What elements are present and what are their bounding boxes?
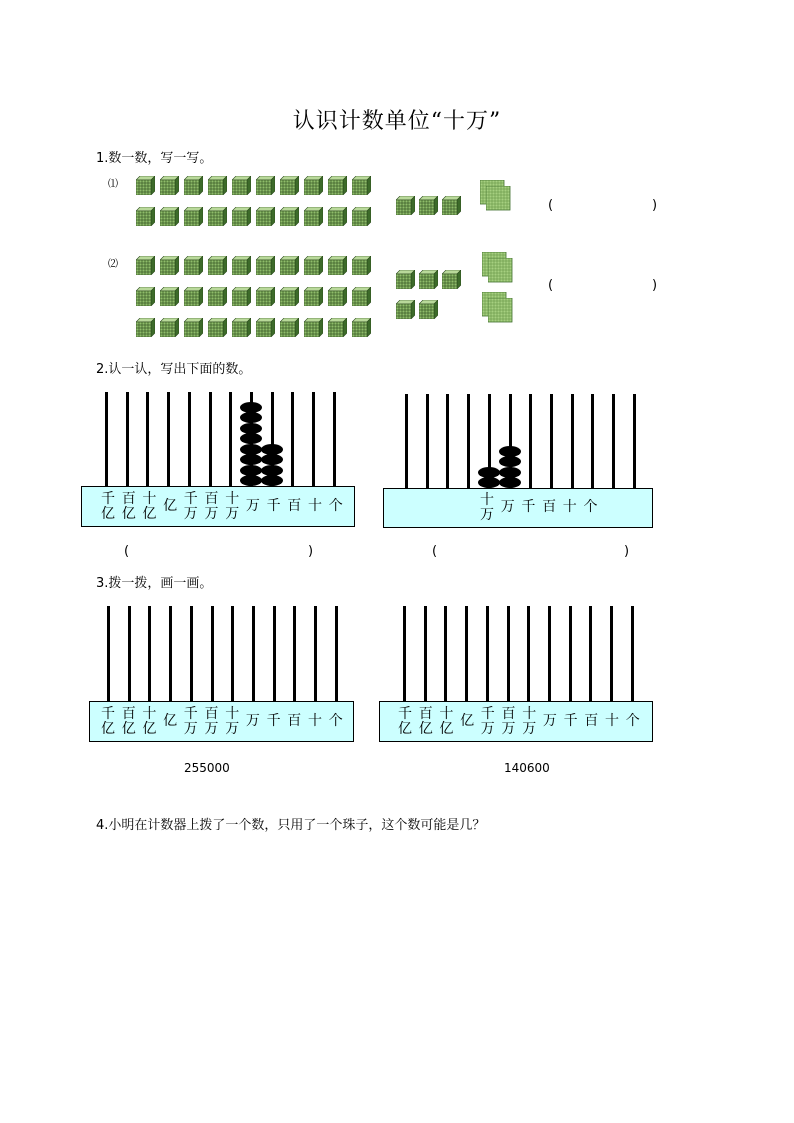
place-value-label: 亿 xyxy=(460,712,475,729)
abacus-rod[interactable] xyxy=(444,606,447,701)
q3-number-right: 140600 xyxy=(504,761,550,775)
q1-sub-1-label: ⑴ xyxy=(108,179,118,190)
big-cube-icon xyxy=(208,207,227,226)
question-3-prompt: 3.拨一拨，画一画。 xyxy=(96,576,213,591)
place-value-label: 千 万 xyxy=(480,705,495,737)
abacus-rod[interactable] xyxy=(569,606,572,701)
small-cube-icon xyxy=(419,196,438,215)
abacus-rod[interactable] xyxy=(467,394,470,488)
big-cube-icon xyxy=(232,256,251,275)
big-cube-icon xyxy=(160,318,179,337)
place-value-label: 千 xyxy=(563,712,578,729)
q1-answer-1-open: ( xyxy=(548,198,554,213)
abacus-rod[interactable] xyxy=(293,606,296,701)
big-cube-icon xyxy=(280,176,299,195)
big-cube-icon xyxy=(136,176,155,195)
big-cube-icon xyxy=(280,256,299,275)
place-value-label: 亿 xyxy=(163,712,178,729)
big-cube-icon xyxy=(184,318,203,337)
question-4-prompt: 4.小明在计数器上拨了一个数，只用了一个珠子，这个数可能是几？ xyxy=(96,818,486,833)
place-value-label: 万 xyxy=(500,499,515,515)
place-value-label: 百 万 xyxy=(204,705,219,737)
abacus-rod[interactable] xyxy=(403,606,406,701)
place-value-label: 百 万 xyxy=(501,705,516,737)
place-value-label: 个 xyxy=(625,712,640,729)
abacus-rod[interactable] xyxy=(548,606,551,701)
big-cube-icon xyxy=(160,287,179,306)
abacus-rod[interactable] xyxy=(405,394,408,488)
big-cube-icon xyxy=(352,176,371,195)
q2-answer-left-blank[interactable] xyxy=(136,542,304,562)
abacus-rod[interactable] xyxy=(126,392,129,486)
abacus-bead xyxy=(240,412,262,423)
abacus-rod[interactable] xyxy=(190,606,193,701)
abacus-rod[interactable] xyxy=(291,392,294,486)
place-value-label: 百 亿 xyxy=(121,490,136,522)
big-cube-icon xyxy=(256,176,275,195)
place-value-label: 百 万 xyxy=(204,490,219,522)
abacus-rod[interactable] xyxy=(426,394,429,488)
abacus-rod[interactable] xyxy=(209,392,212,486)
abacus-bead xyxy=(261,444,283,455)
abacus-bead xyxy=(478,467,500,478)
abacus-bead xyxy=(261,465,283,476)
big-cube-icon xyxy=(352,318,371,337)
big-cube-icon xyxy=(232,176,251,195)
place-value-label: 百 xyxy=(584,712,599,729)
big-cube-icon xyxy=(280,318,299,337)
abacus-bead xyxy=(261,454,283,465)
big-cube-icon xyxy=(256,207,275,226)
place-value-label: 千 xyxy=(521,499,536,515)
big-cube-icon xyxy=(208,318,227,337)
big-cube-icon xyxy=(160,256,179,275)
small-cube-icon xyxy=(419,300,438,319)
place-value-label: 千 xyxy=(266,712,281,729)
abacus-bead xyxy=(499,446,521,457)
abacus-rod[interactable] xyxy=(252,606,255,701)
q2-answer-right-close: ) xyxy=(624,544,630,559)
big-cube-icon xyxy=(328,176,347,195)
abacus-rod[interactable] xyxy=(631,606,634,701)
page-title: 认识计数单位“十万” xyxy=(292,109,502,134)
place-value-label: 百 亿 xyxy=(418,705,433,737)
place-value-label: 十 万 xyxy=(225,705,240,737)
abacus-rod[interactable] xyxy=(424,606,427,701)
big-cube-icon xyxy=(184,176,203,195)
place-value-label: 十 亿 xyxy=(142,490,157,522)
abacus-rod[interactable] xyxy=(486,606,489,701)
q2-answer-right-open: ( xyxy=(432,544,438,559)
place-value-label: 个 xyxy=(328,497,343,514)
big-cube-icon xyxy=(328,207,347,226)
big-cube-icon xyxy=(136,318,155,337)
big-cube-icon xyxy=(304,256,323,275)
abacus-rod[interactable] xyxy=(273,606,276,701)
place-value-label: 万 xyxy=(542,712,557,729)
q2-answer-left-open: ( xyxy=(124,544,130,559)
abacus-rod[interactable] xyxy=(571,394,574,488)
abacus-rod[interactable] xyxy=(633,394,636,488)
place-value-label: 千 万 xyxy=(183,490,198,522)
abacus-rod[interactable] xyxy=(105,392,108,486)
abacus-rod[interactable] xyxy=(333,392,336,486)
abacus-bead xyxy=(240,454,262,465)
abacus-rod[interactable] xyxy=(527,606,530,701)
abacus-rod[interactable] xyxy=(314,606,317,701)
place-value-label: 十 xyxy=(605,712,619,729)
big-cube-icon xyxy=(280,207,299,226)
big-cube-icon xyxy=(208,176,227,195)
q1-answer-1-blank[interactable] xyxy=(562,196,648,216)
big-cube-icon xyxy=(184,256,203,275)
flat-square-icon xyxy=(488,298,514,324)
small-cube-icon xyxy=(396,300,415,319)
abacus-rod[interactable] xyxy=(128,606,131,701)
abacus-rod[interactable] xyxy=(550,394,553,488)
place-value-label: 十 亿 xyxy=(439,705,454,737)
big-cube-icon xyxy=(208,287,227,306)
q2-answer-right-blank[interactable] xyxy=(444,542,620,562)
place-value-label: 十 xyxy=(308,712,322,729)
q1-sub-2-label: ⑵ xyxy=(108,259,118,270)
q1-answer-1-close: ) xyxy=(652,198,658,213)
abacus-bead xyxy=(240,444,262,455)
q4-answer-area[interactable] xyxy=(96,840,696,1040)
abacus-rod[interactable] xyxy=(107,606,110,701)
abacus-bead xyxy=(499,477,521,488)
abacus-rod[interactable] xyxy=(335,606,338,701)
abacus-bead xyxy=(499,467,521,478)
flat-square-icon xyxy=(488,258,514,284)
big-cube-icon xyxy=(184,287,203,306)
place-value-label: 万 xyxy=(245,712,260,729)
small-cube-icon xyxy=(396,196,415,215)
abacus-rod[interactable] xyxy=(446,394,449,488)
place-value-label: 个 xyxy=(583,499,598,515)
abacus-rod[interactable] xyxy=(589,606,592,701)
question-2-prompt: 2.认一认，写出下面的数。 xyxy=(96,362,252,377)
abacus-rod[interactable] xyxy=(229,392,232,486)
abacus-rod[interactable] xyxy=(612,394,615,488)
place-value-label: 千 亿 xyxy=(398,705,412,737)
big-cube-icon xyxy=(184,207,203,226)
place-value-label: 万 xyxy=(245,497,260,514)
big-cube-icon xyxy=(232,207,251,226)
abacus-rod[interactable] xyxy=(167,392,170,486)
place-value-label: 百 xyxy=(287,497,302,514)
big-cube-icon xyxy=(352,287,371,306)
abacus-rod[interactable] xyxy=(507,606,510,701)
big-cube-icon xyxy=(256,287,275,306)
big-cube-icon xyxy=(304,318,323,337)
place-value-label: 十 xyxy=(308,497,322,514)
abacus-rod[interactable] xyxy=(148,606,151,701)
small-cube-icon xyxy=(442,196,461,215)
place-value-label: 百 xyxy=(542,499,557,515)
place-value-label: 千 xyxy=(266,497,281,514)
abacus-bead xyxy=(240,402,262,413)
big-cube-icon xyxy=(232,318,251,337)
abacus-rod[interactable] xyxy=(169,606,172,701)
abacus-rod[interactable] xyxy=(188,392,191,486)
big-cube-icon xyxy=(328,256,347,275)
big-cube-icon xyxy=(160,207,179,226)
place-value-label: 十 亿 xyxy=(142,705,157,737)
place-value-label: 千 万 xyxy=(183,705,198,737)
abacus-bead xyxy=(240,465,262,476)
abacus-rod[interactable] xyxy=(231,606,234,701)
place-value-label: 亿 xyxy=(163,497,178,514)
q1-answer-2-blank[interactable] xyxy=(562,276,648,296)
abacus-rod[interactable] xyxy=(465,606,468,701)
abacus-rod[interactable] xyxy=(610,606,613,701)
big-cube-icon xyxy=(352,207,371,226)
big-cube-icon xyxy=(160,176,179,195)
place-value-label: 千 亿 xyxy=(101,705,115,737)
question-1-prompt: 1.数一数，写一写。 xyxy=(96,151,213,166)
place-value-label: 十 万 xyxy=(522,705,537,737)
abacus-bead xyxy=(240,423,262,434)
big-cube-icon xyxy=(304,207,323,226)
place-value-label: 十 万 xyxy=(480,492,494,523)
abacus-bead xyxy=(478,477,500,488)
big-cube-icon xyxy=(280,287,299,306)
big-cube-icon xyxy=(136,207,155,226)
big-cube-icon xyxy=(352,256,371,275)
place-value-label: 百 xyxy=(287,712,302,729)
abacus-rod[interactable] xyxy=(591,394,594,488)
abacus-bead xyxy=(499,456,521,467)
abacus-rod[interactable] xyxy=(529,394,532,488)
big-cube-icon xyxy=(136,287,155,306)
place-value-label: 十 万 xyxy=(225,490,240,522)
q3-number-left: 255000 xyxy=(184,761,230,775)
big-cube-icon xyxy=(136,256,155,275)
place-value-label: 个 xyxy=(328,712,343,729)
big-cube-icon xyxy=(328,318,347,337)
small-cube-icon xyxy=(419,270,438,289)
big-cube-icon xyxy=(328,287,347,306)
abacus-bead xyxy=(240,433,262,444)
place-value-label: 千 亿 xyxy=(101,490,115,522)
abacus-rod[interactable] xyxy=(211,606,214,701)
q2-answer-left-close: ) xyxy=(308,544,314,559)
small-cube-icon xyxy=(442,270,461,289)
big-cube-icon xyxy=(208,256,227,275)
flat-square-icon xyxy=(486,186,512,212)
abacus-bead xyxy=(261,475,283,486)
big-cube-icon xyxy=(256,318,275,337)
big-cube-icon xyxy=(232,287,251,306)
abacus-bead xyxy=(240,475,262,486)
abacus-rod[interactable] xyxy=(312,392,315,486)
big-cube-icon xyxy=(256,256,275,275)
abacus-rod[interactable] xyxy=(146,392,149,486)
place-value-label: 百 亿 xyxy=(121,705,136,737)
small-cube-icon xyxy=(396,270,415,289)
big-cube-icon xyxy=(304,176,323,195)
big-cube-icon xyxy=(304,287,323,306)
q1-answer-2-close: ) xyxy=(652,278,658,293)
place-value-label: 十 xyxy=(562,499,577,515)
q1-answer-2-open: ( xyxy=(548,278,554,293)
